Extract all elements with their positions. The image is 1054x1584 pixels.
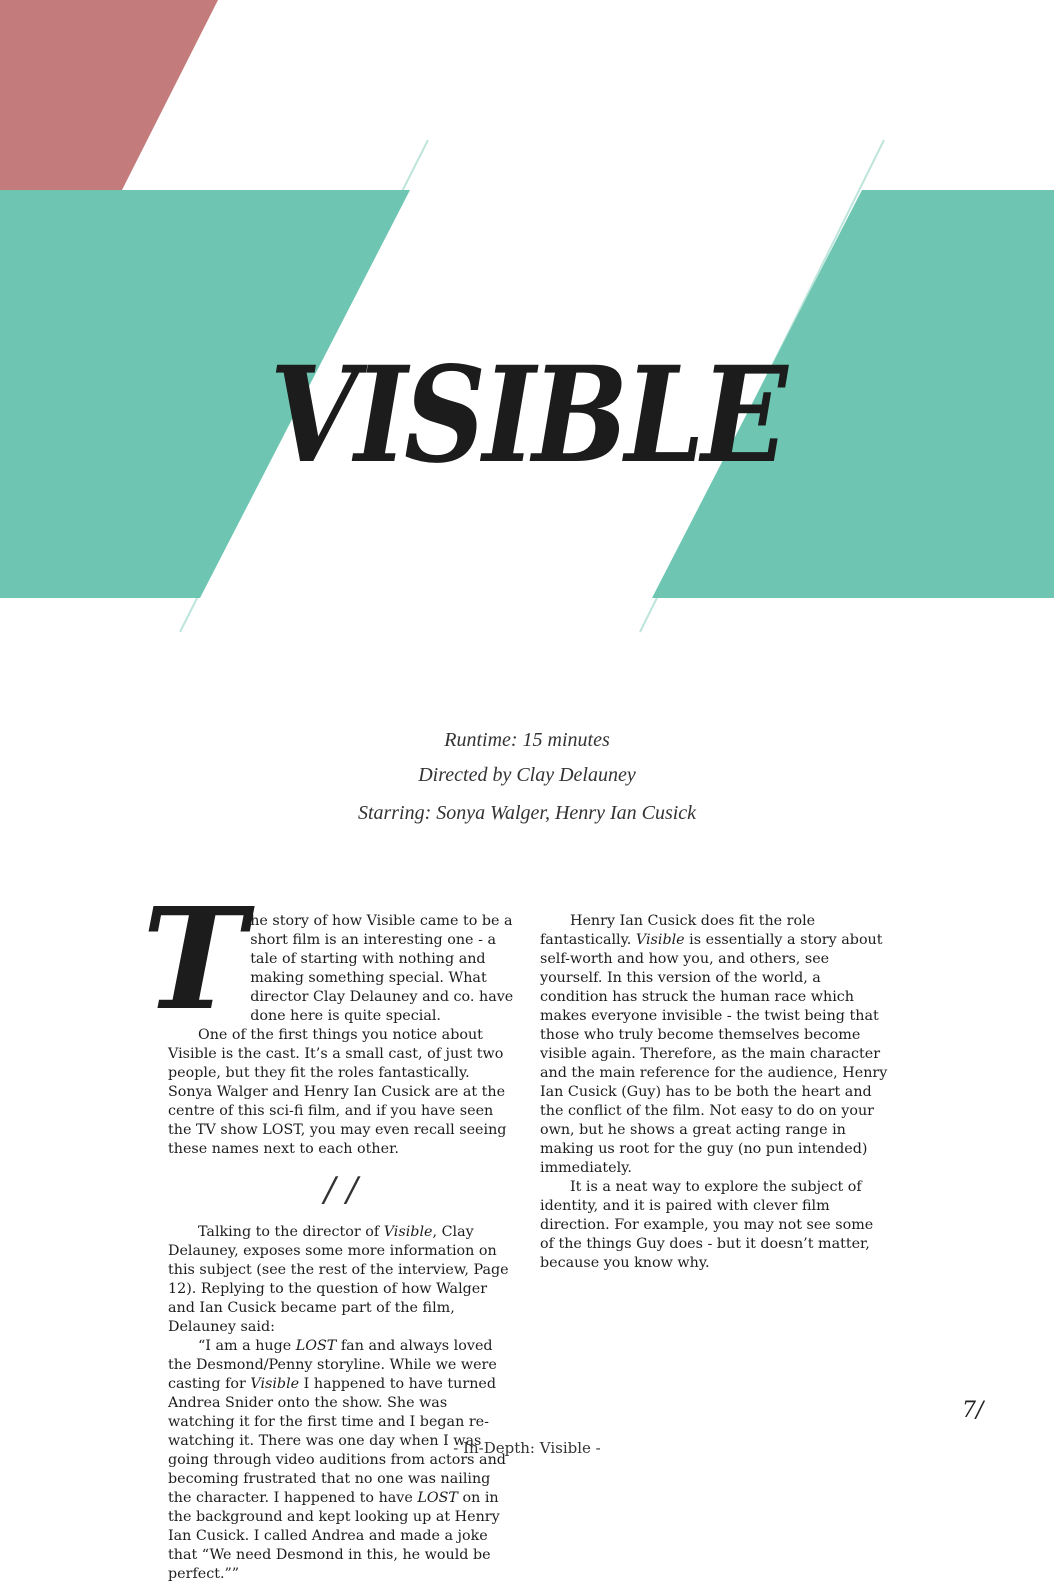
paragraph: It is a neat way to explore the subject of identity, and it is paired with clever film direction. For example, you may not see some of the things Guy does - but it doesn’t matter, because you know why.	[540, 1179, 874, 1271]
director: Directed by Clay Delauney	[418, 764, 636, 786]
runtime: Runtime: 15 minutes	[444, 729, 610, 751]
article-column-left	[142, 878, 514, 1584]
paragraph: One of the first things you notice about Visible is the cast. It’s a small cast, of just two people, but they fit the roles fantastically. Sonya Walger and Henry Ian Cusick are at the centre of this sci-fi film, and if you have seen the TV show LOST, you may even recall seeing these names next to each other.	[168, 1027, 507, 1157]
section-divider: / /	[324, 1170, 358, 1210]
paragraph: The story of how Visible came to be a short film is an interesting one - a tale of starting with nothing and making something special. What director Clay Delauney and co. have done here is quite special.	[142, 878, 514, 1042]
starring: Starring: Sonya Walger, Henry Ian Cusick	[357, 802, 697, 824]
paragraph: Talking to the director of Visible, Clay Delauney, exposes some more information on this subject (see the rest of the interview, Page 12). Replying to the question of how Walger and Ian Cusick became part of the film, Delauney said:	[168, 1224, 509, 1335]
drop-cap: T	[142, 878, 247, 1042]
paragraph: Henry Ian Cusick does fit the role fantastically. Visible is essentially a story about self-worth and how you, and others, see yourself. In this version of the world, a condition has struck the human race which makes everyone invisible - the twist being that those who truly become themselves become visible again. Therefore, as the main character and the main reference for the audience, Henry Ian Cusick (Guy) has to be both the heart and the conflict of the film. Not easy to do on your own, but he shows a great acting range in making us root for the guy (no pun intended) immediately.	[540, 913, 888, 1176]
page-number: 7/	[962, 1398, 984, 1423]
quote-paragraph: “I am a huge LOST fan and always loved the Desmond/Penny storyline. While we were casting for Visible I happened to have turned Andrea Snider onto the show. She was watching it for the first time and I began re-watching it. There was one day when I was going through video auditions from actors and becoming frustrated that no one was nailing the character. I happened to have LOST on in the background and kept looking up at Henry Ian Cusick. I called Andrea and made a joke that “We need Desmond in this, he would be perfect.””	[168, 1338, 506, 1582]
page-title: VISIBLE	[269, 338, 785, 493]
rose-shape	[0, 0, 218, 190]
footer: - In-Depth: Visible -	[453, 1439, 601, 1457]
article-column-right	[540, 912, 890, 1273]
